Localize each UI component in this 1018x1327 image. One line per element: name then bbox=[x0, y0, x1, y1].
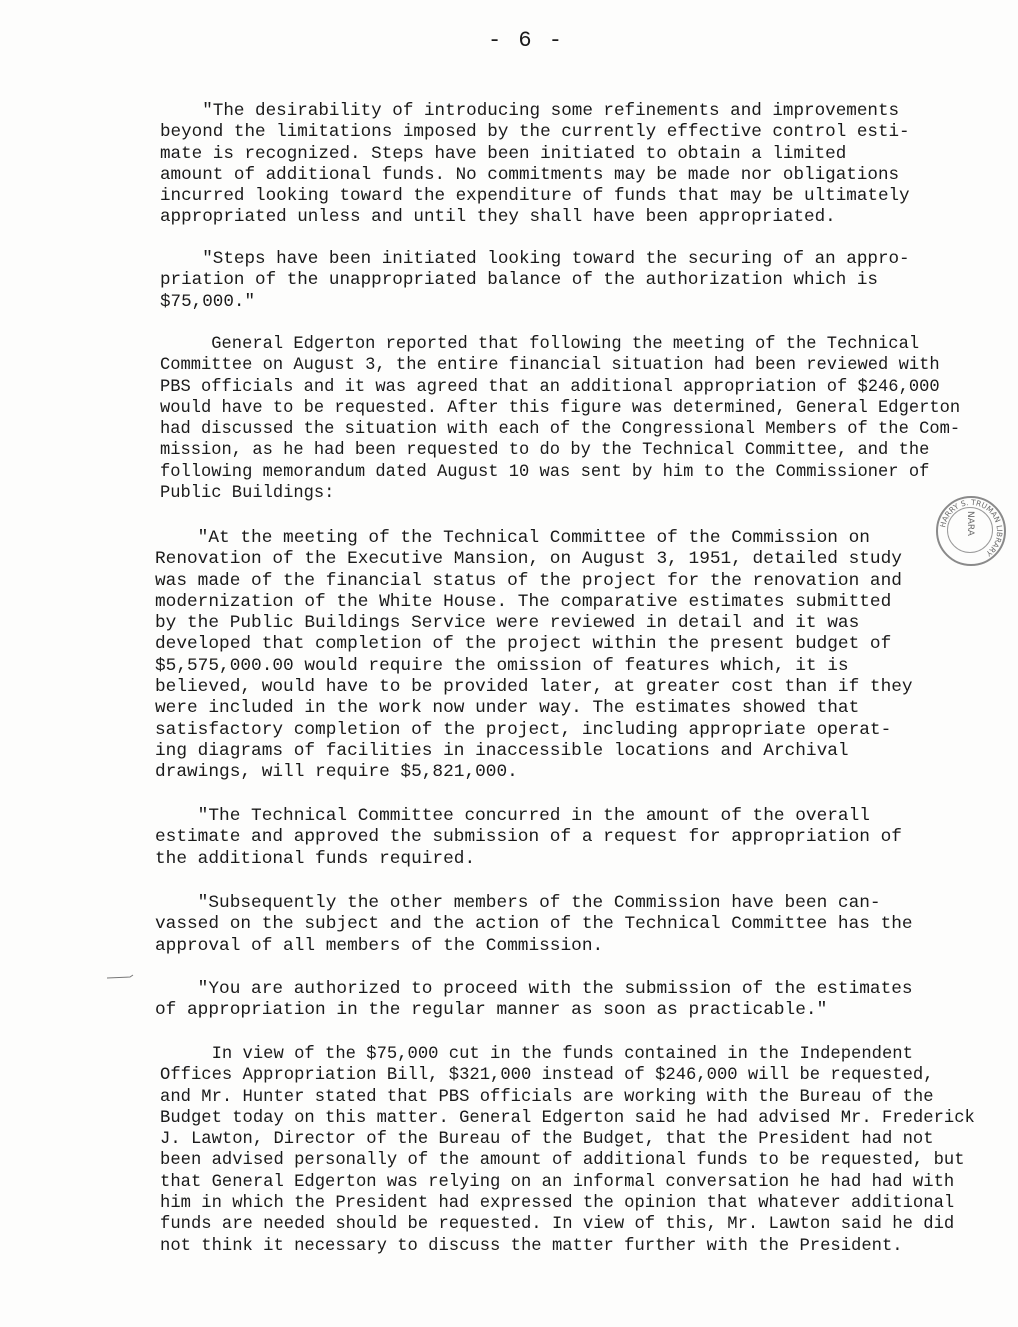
paragraph-quote-desirability: "The desirability of introducing some refinements and improvements beyond the limitations imposed by the currently effective control esti- mate is recognized. Steps have been initiated to obtain a limited amount of additional funds. No commitments may be made nor obligations incurred looking toward the expenditure of funds that may be ultimately appropriated unless and until they shall have been appropriated. bbox=[160, 101, 910, 228]
paragraph-authorized: "You are authorized to proceed with the submission of the estimates of appropriation in the regular manner as soon as practicable." bbox=[155, 979, 913, 1021]
paragraph-edgerton-report: General Edgerton reported that following the meeting of the Technical Committee on August 3, the entire financial situation had been reviewed with PBS officials and it was agreed that an additional appropriation of $246,000 would have to be requested. After this figure was determined, General Edgerton had discussed the situation with each of the Congressional Members of the Com- mission, as he had been requested to do by the Technical Committee, and the following memorandum dated August 10 was sent by him to the Commissioner of Public Buildings: bbox=[160, 335, 961, 504]
paragraph-memorandum: "At the meeting of the Technical Committee of the Commission on Renovation of the Executive Mansion, on August 3, 1951, detailed study was made of the financial status of the project for the renovation and modernization of the White House. The comparative estimates submitted by the Public Buildings Service were reviewed in detail and it was developed that completion of the project within the present budget of $5,575,000.00 would require the omission of features which, it is believed, would have to be provided later, at greater cost than if they were included in the work now under way. The estimates showed that satisfactory completion of the project, including appropriate operat- ing diagrams of facilities in inaccessible locations and Archival drawings, will require $5,821,000. bbox=[155, 528, 913, 783]
paragraph-committee-concurred: "The Technical Committee concurred in the amount of the overall estimate and approved the submission of a request for appropriation of the additional funds required. bbox=[155, 806, 902, 869]
margin-pencil-mark bbox=[106, 972, 134, 982]
paragraph-quote-steps: "Steps have been initiated looking toward the securing of an appro- priation of the unappropriated balance of the authorization which is $75,000." bbox=[160, 249, 910, 312]
paragraph-subsequently: "Subsequently the other members of the Commission have been can- vassed on the subject and the action of the Technical Committee has the approval of all members of the Commission. bbox=[155, 893, 913, 956]
paragraph-in-view: In view of the $75,000 cut in the funds contained in the Independent Offices Appropriation Bill, $321,000 instead of $246,000 will be requested, and Mr. Hunter stated that PBS officials are working with the Bureau of the Budget today on this matter. General Edgerton said he had advised Mr. Frederick J. Lawton, Director of the Bureau of the Budget, that the President had not been advised personally of the amount of additional funds to be requested, but that General Edgerton was relying on an informal conversation he had had with him in which the President had expressed the opinion that whatever additional funds are needed should be requested. In view of this, Mr. Lawton said he did not think it necessary to discuss the matter further with the President. bbox=[160, 1045, 975, 1256]
library-stamp-ring-label: HARRY S. TRUMAN LIBRARY bbox=[938, 498, 1004, 559]
page-number: - 6 - bbox=[488, 28, 565, 53]
library-stamp-center: NARA bbox=[965, 511, 975, 536]
library-stamp bbox=[936, 496, 1006, 566]
